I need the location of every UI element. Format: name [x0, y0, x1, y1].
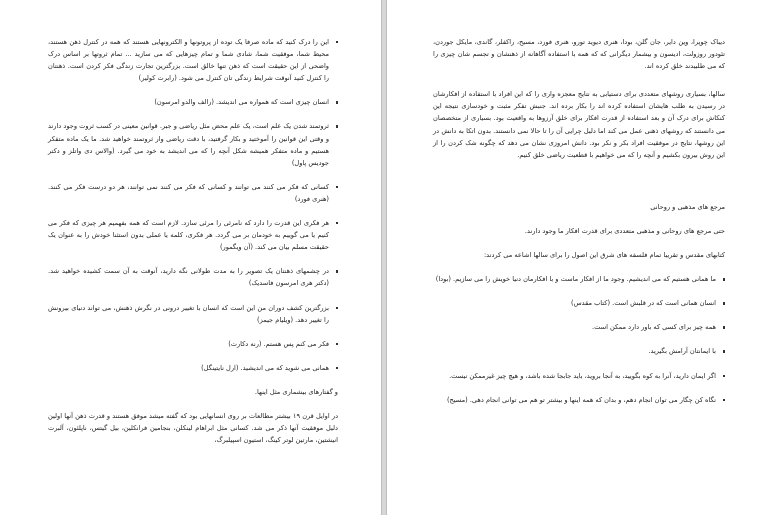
quote-item: کسانی که فکر می کنند می توانند و کسانی که فکر می کنند نمی توانند، هر دو درست فکر می کنند. (هنری فورد)	[48, 181, 338, 205]
quote-item: هر فکری این قدرت را دارد که نامرئی را مرئی سازد. لازم است که همه بفهمیم هر چیزی که فکر می کنیم یا می گوییم به خودمان بر می گردد. هر فکری، کلمه یا عملی بدون استثنا خودش را به عنوان یک حقیقت مسلم بیان می کند. (آن ویگمور)	[48, 217, 338, 253]
quote-item: با ایمانتان آرامش بگیرید.	[433, 345, 725, 357]
left-page-content	[48, 36, 338, 458]
quote-item: بزرگترین کشف دوران من این است که انسان با تغییر درونی در نگرش ذهنش، می تواند دنیای بیرونش را تغییر دهد. (ویلیام جیمز)	[48, 302, 338, 326]
paragraph: دیباک چوپرا، وین دایر، جان گلن، بودا، هنری دیوید تورو، هنری فورد، مسیح، راکفلر، گاندی، مایکل جوردن، تئودور روزولت، ادیسون و بیشمار دیگرانی که که همه با استفاده آگاهانه از ذهنشان و تجسم شان چیزی را که می طلبیدند خلق کرده اند.	[433, 38, 725, 71]
quote-item: انسان چیزی است که همواره می اندیشد. (رالف والدو امرسون)	[48, 96, 338, 108]
paragraph: و گفتارهای بیشماری مثل اینها.	[254, 387, 338, 396]
paragraph: حتی مرجع های روحانی و مذهبی متعددی برای قدرت افکار ما وجود دارند.	[524, 226, 725, 235]
left-page	[0, 0, 381, 515]
quote-item: نگاه کن چگار می توان انجام دهم، و بدان که همه اینها و بیشتر تو هم می توانی انجام دهی. (مسیح)	[433, 394, 725, 406]
quote-item: همه چیز برای کسی که باور دارد ممکن است.	[433, 321, 725, 333]
right-page	[387, 0, 768, 515]
quote-item: ما همانی هستیم که می اندیشیم. وجود ما از افکار ماست و با افکارمان دنیا خویش را می سازیم. (بودا)	[433, 273, 725, 285]
quote-item: اگر ایمان دارید، آنرا به کوه بگویید، به آنجا بروید، باید جابجا شده باشد، و هیچ چیز غیرممکن نیست.	[433, 370, 725, 382]
quote-item: ثروتمند شدن یک علم است، یک علم محض مثل ریاضی و جبر. قوانین معینی در کسب ثروت وجود دارند و وقتی این قوانین را آموختید و بکار گرفتید، با دقت ریاضی وار ثروتمند خواهید شد. ما یک ماده متفکر هستیم و ماده متفکر همیشه شکل آنچه را که می اندیشد به خود می گیرد. (والاس دی واتلز و دکتر جودیس پاول)	[48, 120, 338, 168]
quote-item: فکر می کنم پس هستم. (رنه دکارت)	[48, 338, 338, 350]
paragraph: در اوایل قرن ۱۹ بیشتر مطالعات بر روی انسانهایی بود که گفته میشد موفق هستند و قدرت ذهن آنها اولین دلیل موفقیت آنها ذکر می شد. کسانی مثل ابراهام لینکلن، بنجامین فرانکلین، بیل گیتس، ناپلئون، آلبرت انیشتین، مارتین لوتر کینگ، استیون اسپیلبرگ،	[48, 411, 339, 445]
quote-item: این را درک کنید که ماده صرفا یک توده از پروتونها و الکترونهایی هستند که همه در کنترل ذهن هستند، محیط شما، موفقیت شما، شادی شما و تمام چیزهایی که می سازید ... تمام ثروتها بر اساس درک واضحی از این حقیقت است که ذهن تنها خالق است. بزرگترین تجارت زندگی فکر کردن است. ذهنتان را کنترل کنید آنوقت شرایط زندگی تان کنترل می شود. (رابرت کولیر)	[48, 36, 338, 84]
quote-item: همانی می شوید که می اندیشید. (ارل نایتینگل)	[48, 362, 338, 374]
right-page-content	[433, 36, 725, 418]
paragraph: سالها، بسیاری روشهای متعددی برای دستیابی به نتایج معجزه واری را که این افراد با استفاده از افکارشان در رسیدن به طلب هایشان استفاده کرده اند را بکار برده اند. جنبش تفکر مثبت و خودسازی نتیجه این کنکاش برای درک آن و بعد استفاده از قدرت افکار برای خلق آرزوها به واقعیت بود. بسیاری از متخصصان می دانستند که روشهای ذهنی عمل می کند اما دلیل چرایی آن را تا حالا نمی دانستند. بدون اتکا به دانش در این روشها، نتایج در موفقیت افراد بکر و نکر بود. دانش امروزی نشان می دهد که چگونه شک کردن را از این روش بیرون بکشیم و آنچه را که می خواهیم با قطعیت ریاضی خلق کنیم.	[433, 90, 725, 159]
quote-item: انسان همانی است که در قلبش است. (کتاب مقدس)	[433, 297, 725, 309]
section-heading: مرجع های مذهبی و روحانی	[650, 202, 725, 211]
paragraph: کتابهای مقدس و تقریبا تمام فلسفه های شرق این اصول را برای سالها اشاعه می کردند:	[483, 251, 725, 260]
quote-item: در چشمهای ذهنتان یک تصویر را به مدت طولانی نگه دارید، آنوقت به آن سمت کشیده خواهید شد. (دکتر هری امرسون فاسدیک)	[48, 265, 338, 289]
